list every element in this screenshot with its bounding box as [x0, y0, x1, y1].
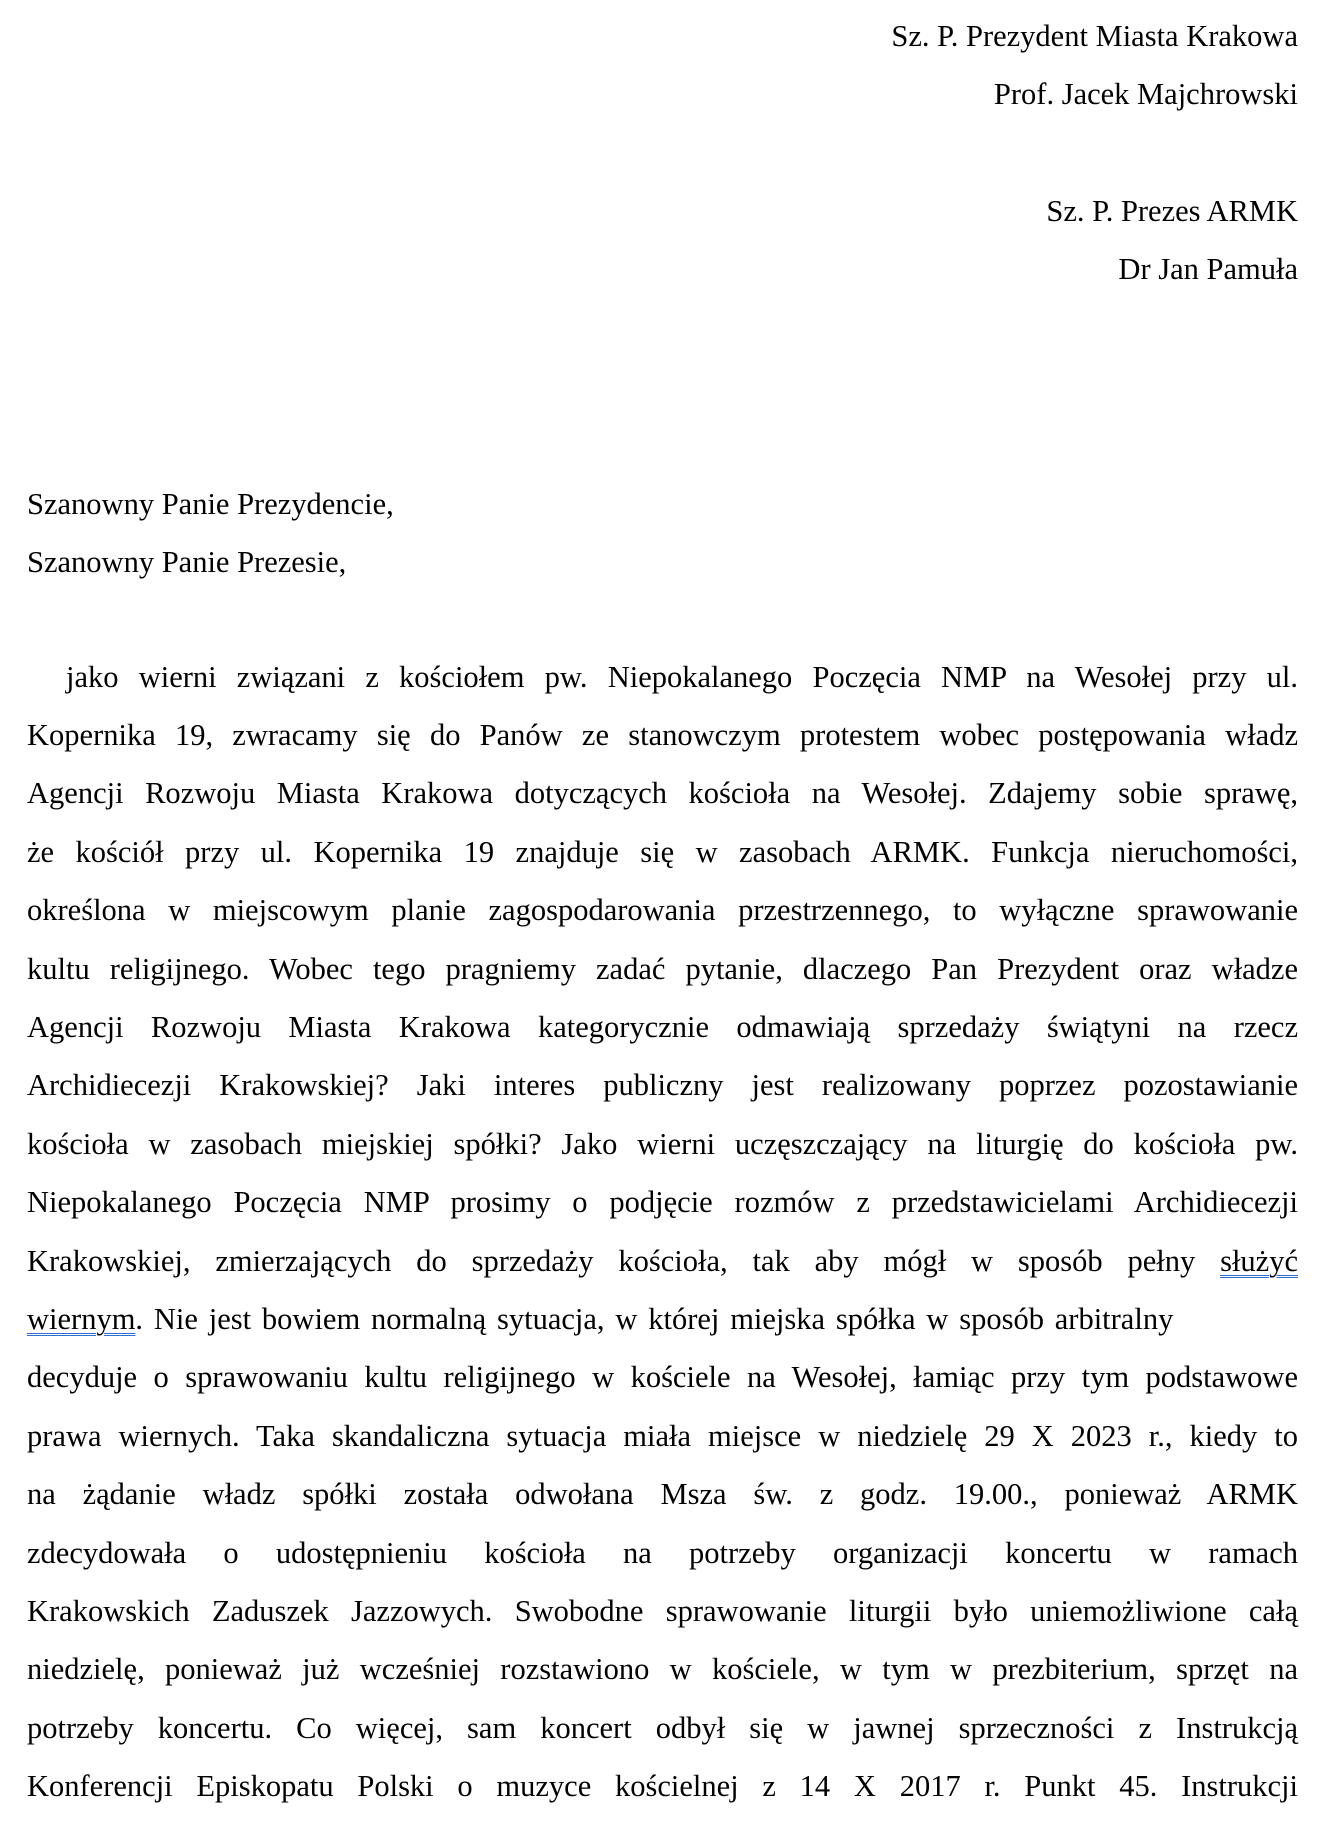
body-line: Kopernika 19, zwracamy się do Panów ze stanowczym protestem wobec postępowania władz: [27, 718, 1298, 752]
body-line: Niepokalanego Poczęcia NMP prosimy o podjęcie rozmów z przedstawicielami Archidiecezji: [27, 1185, 1298, 1219]
body-line: niedzielę, ponieważ już wcześniej rozstawiono w kościele, w tym w prezbiterium, sprzęt na: [27, 1652, 1298, 1686]
recipient-1-name: Prof. Jacek Majchrowski: [993, 77, 1298, 111]
grammar-flagged-word[interactable]: wiernym: [27, 1302, 136, 1336]
body-line: kultu religijnego. Wobec tego pragniemy zadać pytanie, dlaczego Pan Prezydent oraz władze: [27, 952, 1298, 986]
salutation-2: Szanowny Panie Prezesie,: [27, 545, 347, 579]
body-line: jako wierni związani z kościołem pw. Niepokalanego Poczęcia NMP na Wesołej przy ul.: [66, 660, 1298, 694]
salutation-1: Szanowny Panie Prezydencie,: [27, 487, 394, 521]
body-line: na żądanie władz spółki została odwołana Msza św. z godz. 19.00., ponieważ ARMK: [27, 1477, 1298, 1511]
body-line: Krakowskich Zaduszek Jazzowych. Swobodne sprawowanie liturgii było uniemożliwione całą: [27, 1594, 1298, 1628]
body-line: Agencji Rozwoju Miasta Krakowa dotyczących kościoła na Wesołej. Zdajemy sobie sprawę,: [27, 776, 1298, 810]
body-line: prawa wiernych. Taka skandaliczna sytuacja miała miejsce w niedzielę 29 X 2023 r., kiedy to: [27, 1419, 1298, 1453]
body-line: zdecydowała o udostępnieniu kościoła na potrzeby organizacji koncertu w ramach: [27, 1536, 1298, 1570]
grammar-flagged-word[interactable]: służyć: [1220, 1244, 1299, 1278]
body-line: że kościół przy ul. Kopernika 19 znajduje się w zasobach ARMK. Funkcja nieruchomości,: [27, 835, 1298, 869]
body-line-text: Krakowskiej, zmierzających do sprzedaży kościoła, tak aby mógł w sposób pełny: [27, 1244, 1196, 1278]
body-line: [27, 1301, 1298, 1337]
body-line: określona w miejscowym planie zagospodarowania przestrzennego, to wyłączne sprawowanie: [27, 893, 1298, 927]
body-line: Agencji Rozwoju Miasta Krakowa kategorycznie odmawiają sprzedaży świątyni na rzecz: [27, 1010, 1298, 1044]
body-line-text: . Nie jest bowiem normalną sytuacja, w której miejska spółka w sposób arbitralny: [135, 1302, 1174, 1336]
body-line: kościoła w zasobach miejskiej spółki? Jako wierni uczęszczający na liturgię do kościoła pw.: [27, 1127, 1298, 1161]
body-line: Konferencji Episkopatu Polski o muzyce kościelnej z 14 X 2017 r. Punkt 45. Instrukcji: [27, 1769, 1298, 1803]
recipient-2-name: Dr Jan Pamuła: [1118, 252, 1298, 286]
recipient-2-title: Sz. P. Prezes ARMK: [1046, 194, 1298, 228]
body-line: decyduje o sprawowaniu kultu religijnego w kościele na Wesołej, łamiąc przy tym podstawowe: [27, 1360, 1298, 1394]
body-line: potrzeby koncertu. Co więcej, sam koncert odbył się w jawnej sprzeczności z Instrukcją: [27, 1711, 1298, 1745]
recipient-1-title: Sz. P. Prezydent Miasta Krakowa: [891, 19, 1298, 53]
body-line: Archidiecezji Krakowskiej? Jaki interes publiczny jest realizowany poprzez pozostawianie: [27, 1068, 1298, 1102]
body-line: [27, 1243, 1298, 1279]
